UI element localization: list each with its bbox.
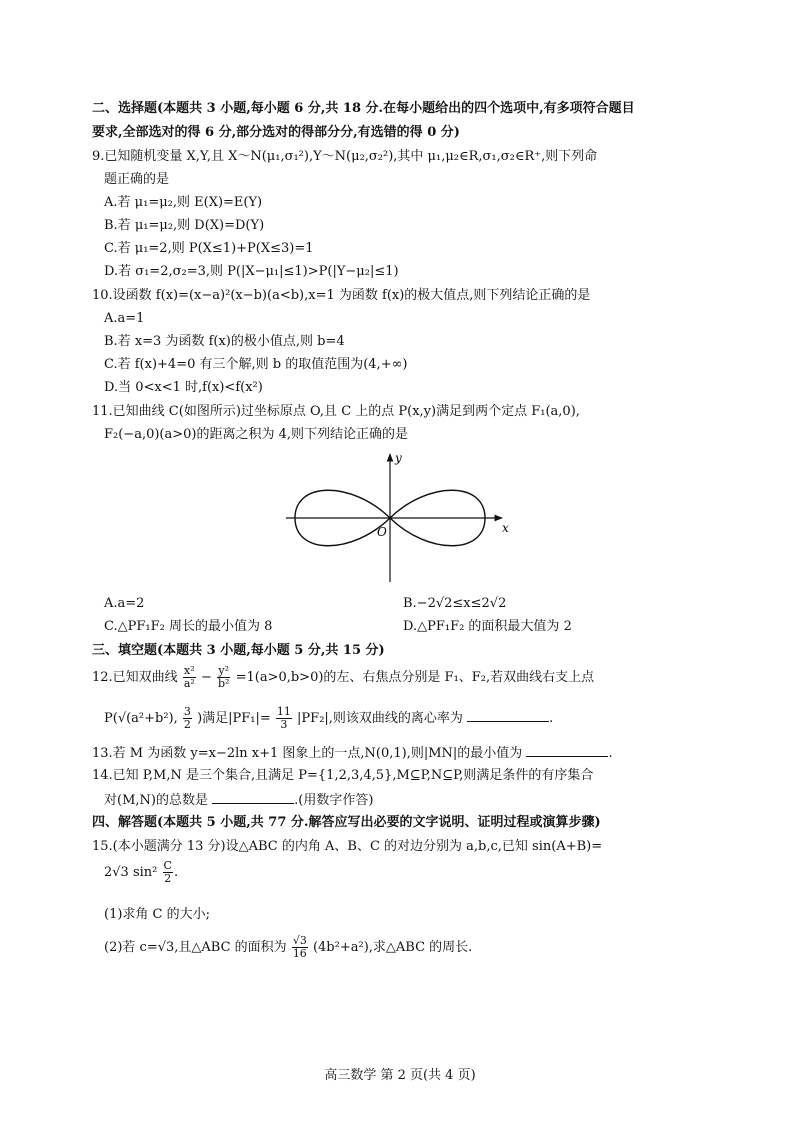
q13-line: 13.若 M 为函数 y=x−2ln x+1 图象上的一点,N(0,1),则|MN|的最小值为 . [92, 746, 613, 761]
q9-option-c: C.若 μ₁=2,则 P(X≤1)+P(X≤3)=1 [104, 241, 314, 256]
q15-stem: 15.(本小题满分 13 分)设△ABC 的内角 A、B、C 的对边分别为 a,b,c,已知 sin(A+B)= [92, 839, 603, 854]
x-axis-label: x [502, 521, 509, 535]
q15-part-1: (1)求角 C 的大小; [104, 907, 211, 922]
q10-option-a: A.a=1 [104, 311, 145, 326]
q12-line2: P(√(a²+b²), $\frac{3}{2}$ )满足|PF₁|= $\frac{11}{3}$ |PF₂|,则该双曲线的离心率为 . [104, 705, 554, 731]
q9-stem-cont: 题正确的是 [104, 172, 170, 187]
q12-frac-11-3: $\frac{11}{3}$ [276, 705, 291, 731]
q9-option-b: B.若 μ₁=μ₂,则 D(X)=D(Y) [104, 218, 265, 233]
q12-point: P(√(a²+b²), [104, 711, 178, 726]
q12-rest1: =1(a>0,b>0)的左、右焦点分别是 F₁、F₂,若双曲线右支上点 [235, 670, 595, 685]
lemniscate-figure [280, 448, 520, 588]
section-4-heading: 四、解答题(本题共 5 小题,共 77 分.解答应写出必要的文字说明、证明过程或演算步骤) [92, 815, 601, 830]
q9-option-d: D.若 σ₁=2,σ₂=3,则 P(|X−μ₁|≤1)>P(|Y−μ₂|≤1) [104, 264, 399, 279]
q12-frac-y: $\frac{\text{y²}}{\text{b²}}$ [217, 664, 230, 690]
q12-prefix: 12.已知双曲线 [92, 670, 178, 685]
q12-answer-blank[interactable] [467, 709, 549, 722]
origin-label: O [377, 525, 387, 539]
q15-stem-cont: 2√3 sin² $\frac{C}{2}$ . [104, 859, 179, 885]
q9-option-a: A.若 μ₁=μ₂,则 E(X)=E(Y) [104, 195, 263, 210]
q11-option-a: A.a=2 [104, 596, 145, 611]
q11-stem-cont: F₂(−a,0)(a>0)的距离之积为 4,则下列结论正确的是 [104, 427, 409, 442]
q10-option-d: D.当 0<x<1 时,f(x)<f(x²) [104, 380, 263, 395]
q15-frac-c-2: $\frac{C}{2}$ [163, 859, 172, 885]
q12-frac-3-2: $\frac{3}{2}$ [183, 705, 191, 731]
section-2-heading: 二、选择题(本题共 3 小题,每小题 6 分,共 18 分.在每小题给出的四个选项中,有多项符合题目 [92, 101, 635, 116]
q12-frac-x: $\frac{\text{x²}}{\text{a²}}$ [183, 664, 195, 690]
q10-option-b: B.若 x=3 为函数 f(x)的极小值点,则 b=4 [104, 334, 345, 349]
q11-option-d: D.△PF₁F₂ 的面积最大值为 2 [403, 619, 572, 634]
q12-line1: 12.已知双曲线 $\frac{\text{x²}}{\text{a²}}$ − $\frac{\text{y²}}{\text{b²}}$ =1(a>0,b>0)的左、右焦点分别是 F₁、F₂,若双曲线右支上点 [92, 664, 595, 690]
section-3-heading: 三、填空题(本题共 3 小题,每小题 5 分,共 15 分) [92, 643, 385, 658]
y-axis-label: y [395, 451, 402, 465]
q9-stem: 9.已知随机变量 X,Y,且 X～N(μ₁,σ₁²),Y～N(μ₂,σ₂²),其中 μ₁,μ₂∈R,σ₁,σ₂∈R⁺,则下列命 [92, 149, 598, 164]
q14-stem: 14.已知 P,M,N 是三个集合,且满足 P={1,2,3,4,5},M⊆P,N⊆P,则满足条件的有序集合 [92, 768, 594, 783]
q14-answer-blank[interactable] [212, 791, 294, 804]
q11-stem: 11.已知曲线 C(如图所示)过坐标原点 O,且 C 上的点 P(x,y)满足到两个定点 F₁(a,0), [92, 404, 580, 419]
q10-stem: 10.设函数 f(x)=(x−a)²(x−b)(a<b),x=1 为函数 f(x)的极大值点,则下列结论正确的是 [92, 288, 591, 303]
q11-option-b: B.−2√2≤x≤2√2 [403, 596, 507, 611]
q11-option-c: C.△PF₁F₂ 周长的最小值为 8 [104, 619, 273, 634]
q10-option-c: C.若 f(x)+4=0 有三个解,则 b 的取值范围为(4,+∞) [104, 357, 408, 372]
q15-frac-sqrt3-16: $\frac{√3}{16}$ [292, 934, 307, 960]
q13-answer-blank[interactable] [526, 744, 608, 757]
section-2-heading-cont: 要求,全部选对的得 6 分,部分选对的得部分分,有选错的得 0 分) [92, 125, 460, 140]
page-footer: 高三数学 第 2 页(共 4 页) [324, 1068, 476, 1083]
q15-part-2: (2)若 c=√3,且△ABC 的面积为 $\frac{√3}{16}$ (4b²+a²),求△ABC 的周长. [104, 934, 473, 960]
q14-line2: 对(M,N)的总数是 .(用数字作答) [104, 793, 374, 808]
